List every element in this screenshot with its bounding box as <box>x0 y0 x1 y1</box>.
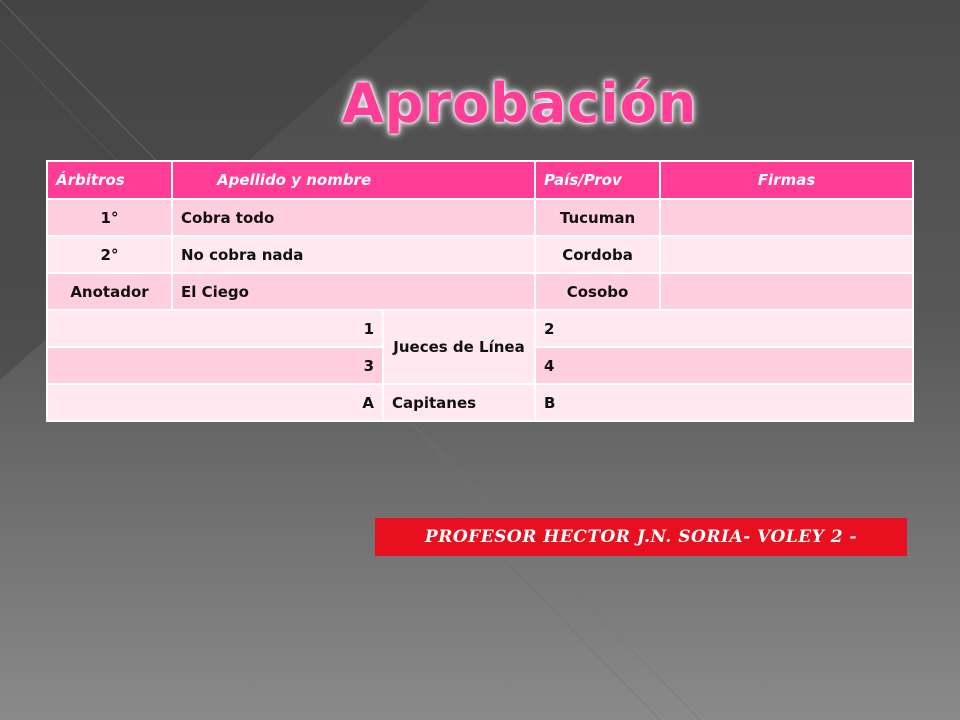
cell-rol: 1° <box>47 199 172 236</box>
cell-juez-4: 4 <box>535 347 913 384</box>
cell-firma <box>660 199 913 236</box>
table-row <box>47 310 913 347</box>
footer-banner: PROFESOR HECTOR J.N. SORIA- VOLEY 2 - <box>375 518 907 556</box>
cell-juez-1: 1 <box>47 310 383 347</box>
table-row <box>47 273 913 310</box>
cell-nombre: No cobra nada <box>172 236 535 273</box>
table-row <box>47 384 913 421</box>
cell-firma <box>660 236 913 273</box>
cell-juez-3: 3 <box>47 347 383 384</box>
page-title: Aprobación <box>342 72 698 135</box>
cell-pais: Cosobo <box>535 273 660 310</box>
cell-juez-2: 2 <box>535 310 913 347</box>
cell-capitanes-label: Capitanes <box>383 384 535 421</box>
header-firmas: Firmas <box>660 161 913 199</box>
cell-pais: Cordoba <box>535 236 660 273</box>
cell-jueces-de-linea <box>383 310 535 384</box>
header-arbitros: Árbitros <box>47 161 172 199</box>
header-pais-prov: País/Prov <box>535 161 660 199</box>
cell-firma <box>660 273 913 310</box>
cell-rol: Anotador <box>47 273 172 310</box>
cell-capitan-b: B <box>535 384 913 421</box>
approval-table <box>46 160 914 422</box>
header-apellido-nombre: Apellido y nombre <box>172 161 535 199</box>
table-row <box>47 236 913 273</box>
cell-nombre: El Ciego <box>172 273 535 310</box>
cell-rol: 2° <box>47 236 172 273</box>
jueces-label: Jueces de Línea <box>393 338 525 356</box>
table-row <box>47 199 913 236</box>
table-header-row <box>47 161 913 199</box>
cell-nombre: Cobra todo <box>172 199 535 236</box>
cell-capitan-a: A <box>47 384 383 421</box>
cell-pais: Tucuman <box>535 199 660 236</box>
